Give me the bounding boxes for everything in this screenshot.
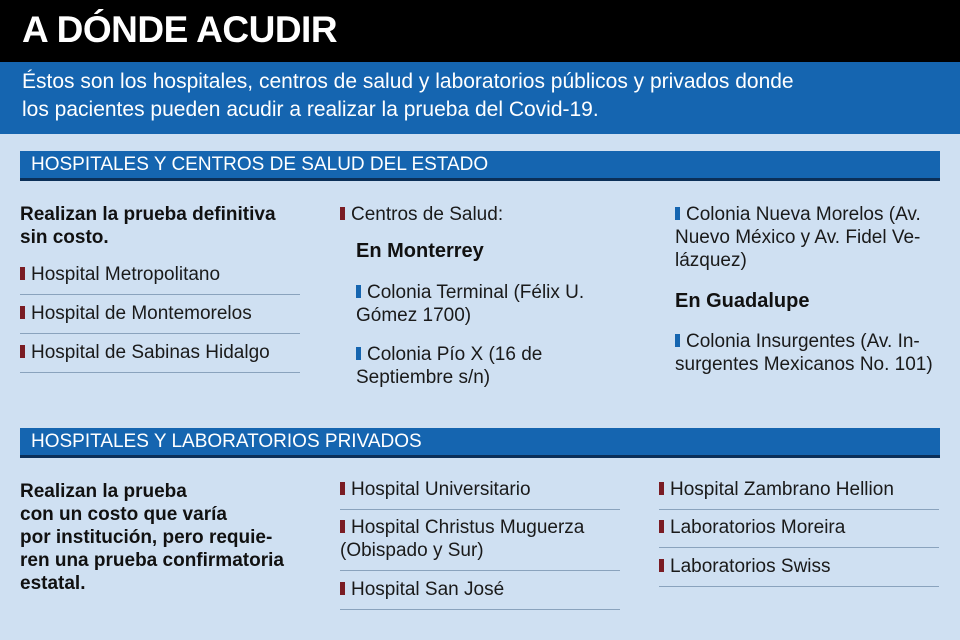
public-section-heading-text: HOSPITALES Y CENTROS DE SALUD DEL ESTADO [31, 154, 489, 175]
public-section-heading [20, 151, 940, 178]
public-lead-line-1: Realizan la prueba definitiva [20, 204, 276, 225]
bullet-icon [20, 345, 25, 358]
monterrey-label: En Monterrey [356, 240, 484, 262]
intro-banner [0, 62, 960, 134]
private-section-heading-text: HOSPITALES Y LABORATORIOS PRIVADOS [31, 431, 422, 452]
bullet-icon [659, 559, 664, 572]
centros-label: Centros de Salud: [340, 203, 503, 226]
bullet-icon [659, 482, 664, 495]
bullet-icon [20, 267, 25, 280]
bullet-icon [340, 582, 345, 595]
public-lead-line-2: sin costo. [20, 227, 109, 248]
list-item-hospital-metropolitano [20, 263, 300, 295]
bullet-icon [659, 520, 664, 533]
intro-line-1: Éstos son los hospitales, centros de salud y laboratorios públicos y privados donde [22, 70, 794, 93]
intro-line-2: los pacientes pueden acudir a realizar la prueba del Covid-19. [22, 98, 599, 121]
bullet-icon [675, 207, 680, 220]
bullet-icon [340, 482, 345, 495]
list-item-hospital-montemorelos [20, 302, 300, 334]
list-item-hospital-sabinas [20, 341, 300, 373]
bullet-icon [356, 347, 361, 360]
page-title: A DÓNDE ACUDIR [22, 9, 338, 50]
list-item-colonia-pio-x: Colonia Pío X (16 de Septiembre s/n) [356, 344, 543, 388]
bullet-icon [340, 520, 345, 533]
list-item-colonia-terminal: Colonia Terminal (Félix U. Gómez 1700) [356, 282, 585, 326]
list-item-laboratorios-swiss: Laboratorios Swiss [659, 555, 939, 587]
private-lead: Realizan la prueba con un costo que varía por institución, pero requie- ren una prueba confirmatoria estatal. [20, 481, 284, 594]
list-item-label: Hospital Metropolitano [31, 264, 221, 285]
list-item-hospital-universitario: Hospital Universitario [340, 478, 620, 510]
title-bar [0, 0, 960, 62]
list-item-colonia-insurgentes: Colonia Insurgentes (Av. In- surgentes Mexicanos No. 101) [675, 331, 933, 375]
guadalupe-label: En Guadalupe [675, 290, 810, 312]
private-section-heading [20, 428, 940, 455]
list-item-laboratorios-moreira: Laboratorios Moreira [659, 516, 939, 548]
bullet-icon [20, 306, 25, 319]
list-item-label: Hospital de Sabinas Hidalgo [31, 342, 270, 363]
list-item-colonia-nueva-morelos: Colonia Nueva Morelos (Av. Nuevo México y Av. Fidel Ve- lázquez) [675, 204, 921, 271]
bullet-icon [340, 207, 345, 220]
bullet-icon [675, 334, 680, 347]
list-item-hospital-san-jose: Hospital San José [340, 578, 620, 610]
bullet-icon [356, 285, 361, 298]
list-item-hospital-christus: Hospital Christus Muguerza (Obispado y Sur) [340, 516, 620, 571]
list-item-zambrano-hellion: Hospital Zambrano Hellion [659, 478, 939, 510]
public-lead [20, 203, 276, 249]
list-item-label: Hospital de Montemorelos [31, 303, 252, 324]
